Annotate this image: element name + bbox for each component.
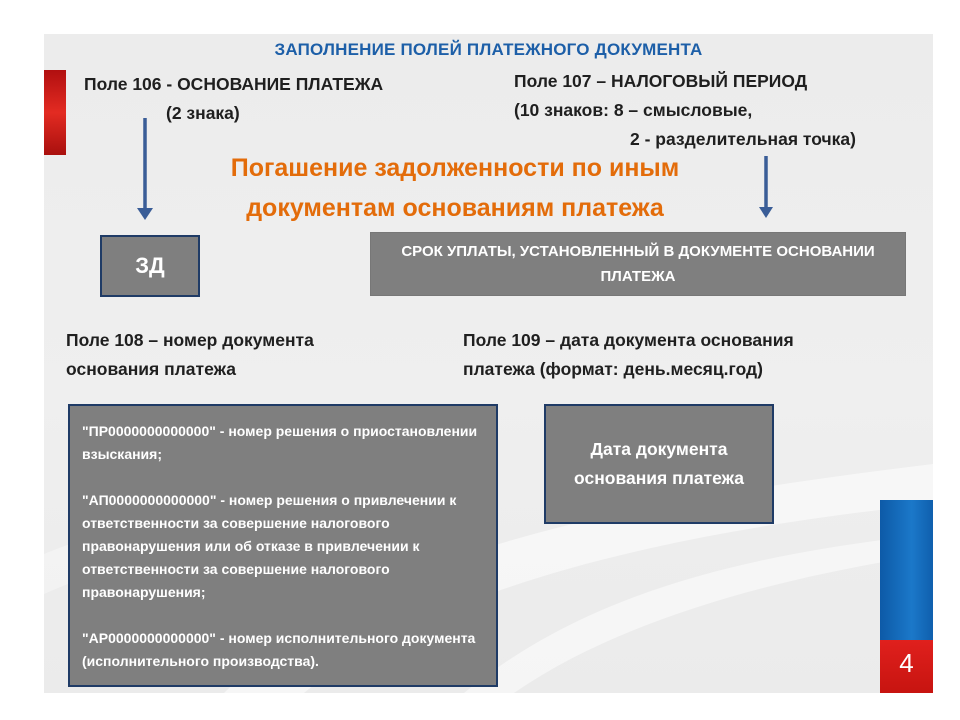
field-107-note-2: 2 - разделительная точка): [630, 129, 856, 149]
code-item-ap: [82, 489, 484, 604]
field-107-note-1: (10 знаков: 8 – смысловые,: [514, 100, 753, 120]
code-ar-description: - номер исполнительного документа (исполнительного производства).: [82, 630, 476, 669]
code-zd-box: ЗД: [100, 235, 200, 297]
code-item-ar: [82, 627, 484, 673]
field-109-date-box: Дата документа основания платежа: [544, 404, 774, 524]
subtitle-line-1: Погашение задолженности по иным: [230, 154, 680, 182]
code-ap-description: - номер решения о привлечении к ответственности за совершение налогового правонарушения или об отказе в привлечении к ответственности за совершение налогового правонарушения;: [82, 492, 457, 600]
code-ap: "АП0000000000000": [82, 492, 217, 508]
field-109-label: Поле 109 – дата документа основания: [463, 330, 794, 350]
code-item-pr: [82, 420, 484, 466]
field-106-note: (2 знака): [166, 103, 240, 123]
right-blue-accent: [880, 500, 933, 640]
field-106-label: Поле 106 - ОСНОВАНИЕ ПЛАТЕЖА: [84, 74, 384, 94]
code-pr-description: - номер решения о приостановлении взыскания;: [82, 423, 478, 462]
code-pr: "ПР0000000000000": [82, 423, 216, 439]
field-107-label: Поле 107 – НАЛОГОВЫЙ ПЕРИОД: [514, 71, 808, 91]
slide-title: ЗАПОЛНЕНИЕ ПОЛЕЙ ПЛАТЕЖНОГО ДОКУМЕНТА: [274, 40, 703, 59]
field-108-codes-box: [68, 404, 498, 687]
left-red-accent: [44, 70, 66, 155]
page-number: 4: [899, 648, 914, 678]
code-ar: "АР0000000000000": [82, 630, 216, 646]
deadline-box: СРОК УПЛАТЫ, УСТАНОВЛЕННЫЙ В ДОКУМЕНТЕ ОСНОВАНИИ ПЛАТЕЖА: [370, 232, 906, 296]
field-109-label-2: платежа (формат: день.месяц.год): [463, 359, 763, 379]
field-108-label-2: основания платежа: [66, 359, 236, 379]
subtitle: [200, 148, 710, 228]
field-108-label: Поле 108 – номер документа: [66, 330, 314, 350]
subtitle-line-2: документам основаниям платежа: [246, 194, 664, 222]
